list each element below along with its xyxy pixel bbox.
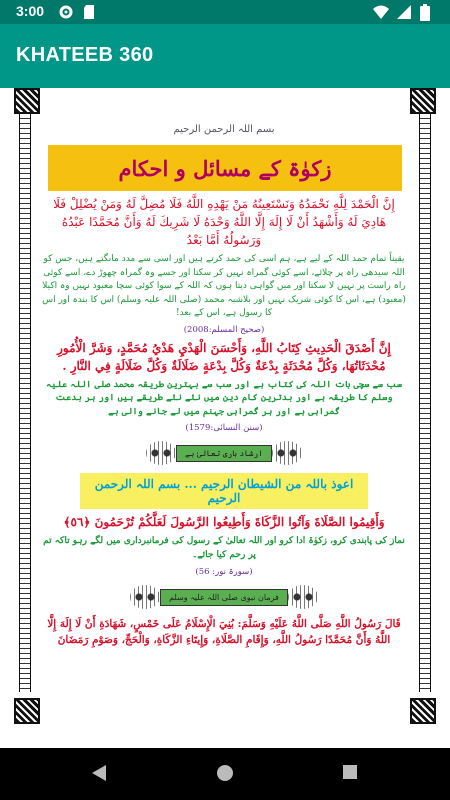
corner-ornament-icon — [14, 698, 40, 724]
bismillah-calligraphy: بسم اللہ الرحمن الرحیم — [173, 124, 275, 135]
hadith-urdu: سب سے سچی بات اللہ کی کتاب ہے اور سب سے بہترین طریقہ محمد صلی اللہ علیہ وسلم کا طریقہ ہے اور بدترین کام دین میں نئے نئے طریقے ہیں اور ہر بدعت گمراہی ہے اور ہر گمراہی جہنم میں لے جانے والی ہے — [46, 379, 402, 417]
wifi-icon — [372, 4, 390, 20]
ornament-banner-1 — [40, 439, 408, 467]
reference-1: (صحیح المسلم:2008) — [183, 324, 265, 335]
hadith2-arabic: قَالَ رَسُولُ اللَّهِ صَلَّى اللَّهُ عَلَيْهِ وَسَلَّمَ: بُنِيَ الْإِسْلَامُ عَلَى خَمْسٍ، شَهَادَةِ أَنْ لَا إِلَهَ إِلَّا اللَّهُ وَأَنَّ مُحَمَّدًا رَسُولُ اللَّهِ، وَإِقَامِ الصَّلَاةِ، وَإِيتَاءِ الزَّكَاةِ، وَالْحَجِّ، وَصَوْمِ رَمَضَانَ — [47, 618, 401, 646]
sd-card-icon — [82, 4, 96, 20]
status-bar — [0, 0, 450, 24]
left-border-pillar — [19, 104, 31, 692]
recents-icon[interactable] — [340, 762, 360, 782]
app-title: KHATEEB 360 — [16, 44, 154, 66]
back-icon[interactable] — [88, 762, 110, 784]
ayah-urdu: نماز کی پابندی کرو، زکوٰۃ ادا کرو اور اللہ تعالیٰ کے رسول کی فرمانبرداری میں لگے رہو تاکہ تم پر رحم کیا جائے۔ — [43, 536, 405, 560]
ornament-label-1: ارشاد باری تعالیٰ ہے — [176, 445, 272, 462]
decorative-frame — [14, 88, 436, 728]
khutba-urdu: یقیناً تمام حمد اللہ کے لیے ہے، ہم اسی کی حمد کرتے ہیں اور اسی سے مدد مانگتے ہیں، جس کو اللہ سیدھی راہ پر چلائے، اسے کوئی گمراہ نہیں کر سکتا اور جسے وہ گمراہ چھوڑ دے، اسے کوئی راہ راست پر نہیں لا سکتا اور میں گواہی دیتا ہوں کہ اللہ کے سوا کوئی سچا معبود نہیں وہ اکیلا (معبود) ہے، اس کا کوئی شریک نہیں اور بلاشبہ محمد (صلی اللہ علیہ وسلم) اس کا بندہ اور اس کا رسول ہے، اس کے بعد! — [42, 254, 406, 318]
signal-icon — [396, 4, 412, 20]
gear-icon — [58, 4, 74, 20]
ayah-arabic: وَأَقِيمُوا الصَّلَاةَ وَآتُوا الزَّكَاةَ وَأَطِيعُوا الرَّسُولَ لَعَلَّكُمْ تُرْحَمُونَ ﴿٥٦﴾ — [63, 515, 385, 529]
hadith-arabic: إِنَّ أَصْدَقَ الْحَدِيثِ كِتَابُ اللَّهِ، وَأَحْسَنَ الْهَدْيِ هَدْيُ مُحَمَّدٍ، وَشَرَّ الْأُمُورِ مُحْدَثَاتُهَا، وَكُلَّ مُحْدَثَةٍ بِدْعَةٌ وَكُلَّ بِدْعَةٍ ضَلَالَةٌ وَكُلَّ ضَلَالَةٍ فِي النَّارِ . — [57, 340, 391, 373]
home-icon[interactable] — [214, 762, 236, 784]
status-time: 3:00 — [16, 3, 45, 19]
corner-ornament-icon — [410, 698, 436, 724]
swirl-ornament-icon — [288, 585, 318, 609]
article-page — [40, 96, 408, 716]
corner-ornament-icon — [410, 88, 436, 114]
battery-icon — [420, 4, 430, 21]
right-border-pillar — [419, 104, 431, 692]
article-heading-box — [48, 145, 402, 191]
swirl-ornament-icon — [146, 441, 176, 465]
corner-ornament-icon — [14, 88, 40, 114]
swirl-ornament-icon — [272, 441, 302, 465]
app-bar — [0, 24, 450, 88]
swirl-ornament-icon — [130, 585, 160, 609]
khutba-arabic: إِنَّ الْحَمْدَ لِلَّهِ نَحْمَدُهُ وَنَسْتَعِينُهُ مَنْ يَهْدِهِ اللَّهُ فَلَا مُضِلَّ لَهُ وَمَنْ يُضْلِلْ فَلَا هَادِيَ لَهُ وَأَشْهَدُ أَنْ لَا إِلَهَ إِلَّا اللَّهُ وَحْدَهُ لَا شَرِيكَ لَهُ وَأَنَّ مُحَمَّدًا عَبْدُهُ وَرَسُولُهُ أَمَّا بَعْدُ — [53, 197, 395, 247]
article-view[interactable] — [0, 88, 450, 748]
article-heading: زکوٰۃ کے مسائل و احکام — [118, 155, 332, 181]
navigation-bar — [0, 748, 450, 800]
reference-3: (سورۃ نور: 56) — [195, 567, 253, 577]
taawwuz-highlight: اعوذ باللہ من الشیطان الرجیم ... بسم اللہ الرحمن الرحیم — [80, 473, 368, 509]
reference-2: (سنن النسائی:1579) — [185, 423, 263, 433]
ornament-banner-2 — [40, 583, 408, 611]
ornament-label-2: فرمان نبوی صلی اللہ علیہ وسلم — [160, 589, 288, 606]
